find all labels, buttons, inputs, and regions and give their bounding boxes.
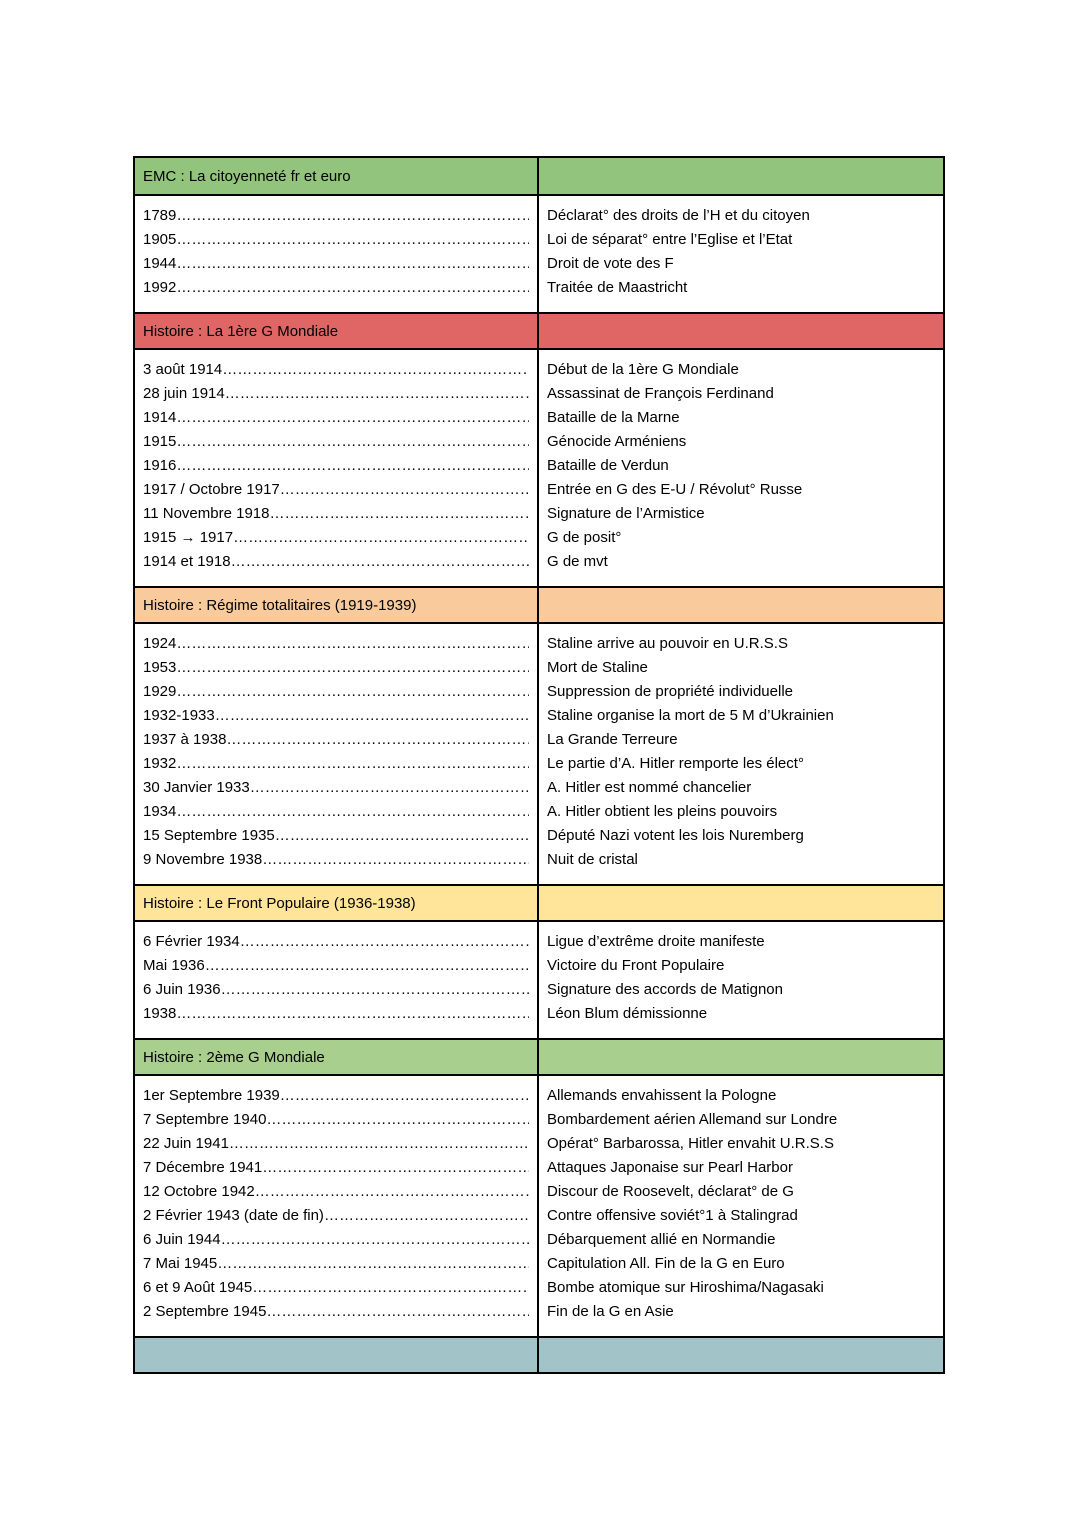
events-cell: [539, 922, 943, 1038]
date-text: Mai 1936: [143, 957, 205, 974]
date-line: [143, 632, 529, 656]
date-text: 6 Juin 1944: [143, 1231, 221, 1248]
event-line: Débarquement allié en Normandie: [547, 1231, 776, 1248]
table-section: [135, 158, 943, 312]
table-section: [135, 1038, 943, 1336]
dates-cell: [135, 196, 539, 312]
date-line: [143, 550, 529, 574]
section-title-cell: [135, 1040, 539, 1074]
event-line: A. Hitler obtient les pleins pouvoirs: [547, 803, 778, 820]
date-line: [143, 382, 529, 406]
date-text: 1953: [143, 659, 177, 676]
table-section: [135, 884, 943, 1038]
leader-dots: [176, 204, 529, 228]
section-header-spacer: [539, 588, 943, 622]
dates-cell: [135, 350, 539, 586]
date-text: 1924: [143, 635, 177, 652]
date-line: [143, 704, 529, 728]
date-line: [143, 228, 529, 252]
table-footer-left-cell: [135, 1338, 539, 1372]
events-cell: [539, 350, 943, 586]
date-line: [143, 1276, 529, 1300]
event-line: Traitée de Maastricht: [547, 279, 688, 296]
leader-dots: [250, 776, 529, 800]
date-line: [143, 1132, 529, 1156]
date-line: [143, 1108, 529, 1132]
date-text: 1905: [143, 231, 177, 248]
date-line: [143, 502, 529, 526]
revision-table: [133, 156, 945, 1374]
event-line: Attaques Japonaise sur Pearl Harbor: [547, 1159, 793, 1176]
event-line: Ligue d’extrême droite manifeste: [547, 933, 765, 950]
leader-dots: [176, 752, 529, 776]
date-text: 1937 à 1938: [143, 731, 227, 748]
table-footer-right-cell: [539, 1338, 943, 1372]
leader-dots: [266, 1108, 529, 1132]
date-line: [143, 1252, 529, 1276]
leader-dots: [233, 526, 529, 550]
leader-dots: [275, 824, 529, 848]
leader-dots: [229, 1132, 529, 1156]
date-line: [143, 406, 529, 430]
date-line: [143, 204, 529, 228]
table-footer-row: [135, 1336, 943, 1372]
leader-dots: [252, 1276, 529, 1300]
table-section: [135, 586, 943, 884]
table-section: [135, 312, 943, 586]
dates-cell: [135, 922, 539, 1038]
event-line: Discour de Roosevelt, déclarat° de G: [547, 1183, 794, 1200]
date-text: 1932: [143, 755, 177, 772]
event-line: Allemands envahissent la Pologne: [547, 1087, 777, 1104]
event-line: Génocide Arméniens: [547, 433, 687, 450]
date-line: [143, 954, 529, 978]
dates-cell: [135, 1076, 539, 1336]
section-title-cell: [135, 886, 539, 920]
date-line: [143, 800, 529, 824]
date-text: 15 Septembre 1935: [143, 827, 275, 844]
date-text: 6 Juin 1936: [143, 981, 221, 998]
section-body: [135, 196, 943, 312]
leader-dots: [176, 430, 529, 454]
section-title: Histoire : La 1ère G Mondiale: [143, 322, 339, 340]
event-line: Opérat° Barbarossa, Hitler envahit U.R.S.S: [547, 1135, 834, 1152]
section-header: [135, 1038, 943, 1076]
date-line: [143, 930, 529, 954]
event-line: Loi de séparat° entre l’Eglise et l’Etat: [547, 231, 793, 248]
date-line: [143, 276, 529, 300]
event-line: Bombe atomique sur Hiroshima/Nagasaki: [547, 1279, 824, 1296]
date-text: 1932-1933: [143, 707, 215, 724]
date-text: 1915 → 1917: [143, 529, 234, 546]
event-line: Contre offensive soviét°1 à Stalingrad: [547, 1207, 798, 1224]
event-line: Fin de la G en Asie: [547, 1303, 674, 1320]
section-header-spacer: [539, 158, 943, 194]
date-text: 1992: [143, 279, 177, 296]
leader-dots: [221, 1228, 529, 1252]
leader-dots: [176, 680, 529, 704]
date-text: 11 Novembre 1918: [143, 505, 270, 522]
date-line: [143, 1084, 529, 1108]
date-text: 6 et 9 Août 1945: [143, 1279, 253, 1296]
section-header-spacer: [539, 1040, 943, 1074]
date-text: 3 août 1914: [143, 361, 223, 378]
date-text: 1914 et 1918: [143, 553, 231, 570]
date-text: 1929: [143, 683, 177, 700]
date-line: [143, 656, 529, 680]
leader-dots: [221, 978, 529, 1002]
leader-dots: [176, 228, 529, 252]
date-text: 1789: [143, 207, 177, 224]
leader-dots: [240, 930, 529, 954]
leader-dots: [176, 276, 529, 300]
leader-dots: [222, 358, 529, 382]
section-body: [135, 922, 943, 1038]
section-header: [135, 158, 943, 196]
section-title: Histoire : Le Front Populaire (1936-1938): [143, 894, 416, 912]
leader-dots: [176, 252, 529, 276]
event-line: Nuit de cristal: [547, 851, 638, 868]
event-line: Capitulation All. Fin de la G en Euro: [547, 1255, 785, 1272]
leader-dots: [280, 478, 529, 502]
date-text: 22 Juin 1941: [143, 1135, 229, 1152]
leader-dots: [176, 800, 529, 824]
events-cell: [539, 196, 943, 312]
event-line: G de posit°: [547, 529, 622, 546]
leader-dots: [280, 1084, 529, 1108]
date-text: 1934: [143, 803, 177, 820]
date-line: [143, 478, 529, 502]
event-line: Début de la 1ère G Mondiale: [547, 361, 739, 378]
date-line: [143, 1300, 529, 1324]
date-line: [143, 776, 529, 800]
leader-dots: [262, 848, 529, 872]
event-line: A. Hitler est nommé chancelier: [547, 779, 752, 796]
date-text: 6 Février 1934: [143, 933, 240, 950]
event-line: Signature de l’Armistice: [547, 505, 705, 522]
leader-dots: [215, 704, 529, 728]
leader-dots: [231, 550, 529, 574]
event-line: Bombardement aérien Allemand sur Londre: [547, 1111, 838, 1128]
section-header: [135, 312, 943, 350]
event-line: Mort de Staline: [547, 659, 648, 676]
date-text: 2 Février 1943 (date de fin): [143, 1207, 324, 1224]
date-text: 2 Septembre 1945: [143, 1303, 267, 1320]
date-line: [143, 752, 529, 776]
section-header-spacer: [539, 314, 943, 348]
leader-dots: [266, 1300, 529, 1324]
section-title: EMC : La citoyenneté fr et euro: [143, 167, 351, 185]
event-line: G de mvt: [547, 553, 608, 570]
date-line: [143, 526, 529, 550]
leader-dots: [255, 1180, 529, 1204]
date-text: 30 Janvier 1933: [143, 779, 250, 796]
events-cell: [539, 624, 943, 884]
date-line: [143, 1228, 529, 1252]
date-line: [143, 1180, 529, 1204]
event-line: Entrée en G des E-U / Révolut° Russe: [547, 481, 803, 498]
leader-dots: [205, 954, 529, 978]
date-line: [143, 728, 529, 752]
event-line: Droit de vote des F: [547, 255, 674, 272]
date-text: 1916: [143, 457, 177, 474]
event-line: La Grande Terreure: [547, 731, 678, 748]
section-header: [135, 586, 943, 624]
leader-dots: [176, 454, 529, 478]
leader-dots: [176, 1002, 529, 1026]
date-line: [143, 1156, 529, 1180]
date-line: [143, 430, 529, 454]
event-line: Victoire du Front Populaire: [547, 957, 725, 974]
event-line: Signature des accords de Matignon: [547, 981, 783, 998]
section-body: [135, 624, 943, 884]
date-text: 1914: [143, 409, 177, 426]
date-text: 7 Décembre 1941: [143, 1159, 263, 1176]
dates-cell: [135, 624, 539, 884]
leader-dots: [324, 1204, 529, 1228]
leader-dots: [225, 382, 529, 406]
leader-dots: [217, 1252, 529, 1276]
event-line: Staline arrive au pouvoir en U.R.S.S: [547, 635, 788, 652]
leader-dots: [176, 656, 529, 680]
date-text: 1915: [143, 433, 177, 450]
event-line: Bataille de la Marne: [547, 409, 680, 426]
date-line: [143, 978, 529, 1002]
date-line: [143, 680, 529, 704]
date-line: [143, 252, 529, 276]
event-line: Assassinat de François Ferdinand: [547, 385, 774, 402]
event-line: Suppression de propriété individuelle: [547, 683, 793, 700]
date-text: 9 Novembre 1938: [143, 851, 263, 868]
event-line: Staline organise la mort de 5 M d’Ukrainien: [547, 707, 834, 724]
section-title: Histoire : Régime totalitaires (1919-1939): [143, 596, 417, 614]
date-line: [143, 454, 529, 478]
section-title-cell: [135, 588, 539, 622]
event-line: Déclarat° des droits de l’H et du citoyen: [547, 207, 810, 224]
leader-dots: [176, 406, 529, 430]
date-text: 7 Septembre 1940: [143, 1111, 267, 1128]
date-line: [143, 1002, 529, 1026]
date-line: [143, 824, 529, 848]
section-header-spacer: [539, 886, 943, 920]
date-text: 1917 / Octobre 1917: [143, 481, 280, 498]
leader-dots: [176, 632, 529, 656]
date-text: 28 juin 1914: [143, 385, 225, 402]
date-line: [143, 1204, 529, 1228]
event-line: Léon Blum démissionne: [547, 1005, 708, 1022]
events-cell: [539, 1076, 943, 1336]
leader-dots: [269, 502, 529, 526]
date-text: 7 Mai 1945: [143, 1255, 218, 1272]
event-line: Le partie d’A. Hitler remporte les élect°: [547, 755, 804, 772]
section-title-cell: [135, 314, 539, 348]
date-text: 1938: [143, 1005, 177, 1022]
date-text: 1er Septembre 1939: [143, 1087, 280, 1104]
date-line: [143, 848, 529, 872]
section-body: [135, 350, 943, 586]
date-line: [143, 358, 529, 382]
section-title-cell: [135, 158, 539, 194]
date-text: 12 Octobre 1942: [143, 1183, 255, 1200]
date-text: 1944: [143, 255, 177, 272]
leader-dots: [226, 728, 529, 752]
section-body: [135, 1076, 943, 1336]
section-title: Histoire : 2ème G Mondiale: [143, 1048, 325, 1066]
event-line: Bataille de Verdun: [547, 457, 669, 474]
section-header: [135, 884, 943, 922]
event-line: Député Nazi votent les lois Nuremberg: [547, 827, 804, 844]
leader-dots: [262, 1156, 529, 1180]
